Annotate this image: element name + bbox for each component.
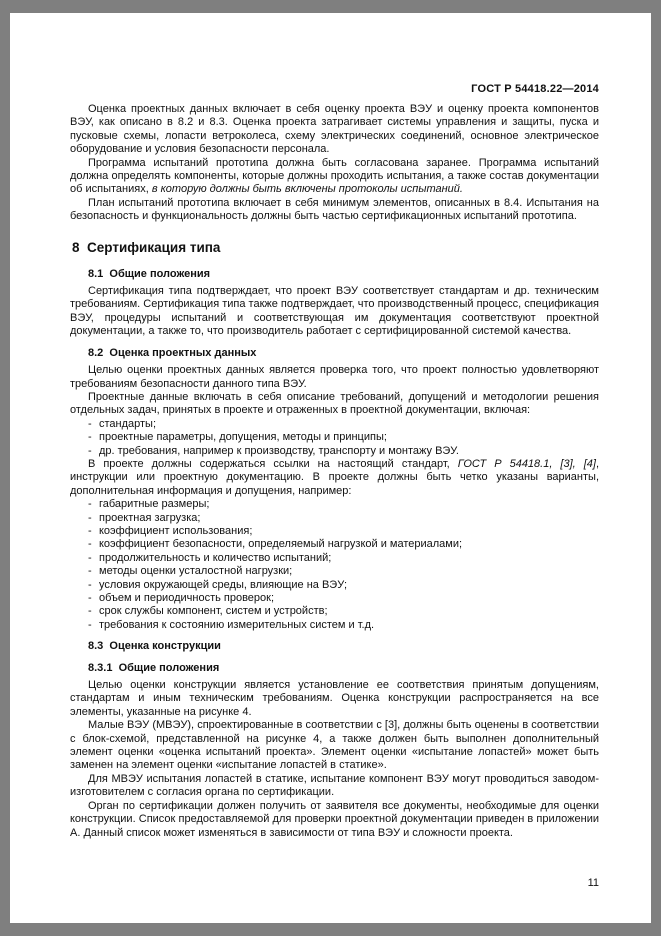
list-item: [70, 445, 599, 458]
list-dash: -: [88, 431, 92, 444]
list-item-text: проектные параметры, допущения, методы и принципы;: [99, 431, 387, 444]
list-item: [70, 579, 599, 592]
list-item: [70, 592, 599, 605]
list-dash: -: [88, 618, 92, 631]
paragraph-text: Программа испытаний прототипа должна быть согласована заранее. Программа испытаний должна определять компоненты, которые должны проходить испытания, а также состав документации об испытаниях,: [70, 156, 599, 196]
section-heading: 8 Сертификация типа: [72, 239, 221, 255]
paragraph: Проектные данные включать в себя описание требований, допущений и методологии решения отдельных задач, принятых в проекте и отраженных в проектной документации, включая:: [70, 390, 599, 417]
paragraph: [70, 157, 599, 197]
list-item-text: методы оценки усталостной нагрузки;: [99, 565, 293, 578]
paragraph: Оценка проектных данных включает в себя оценку проекта ВЭУ и оценку проекта компонентов ВЭУ, как описано в 8.2 и 8.3. Оценка проекта затрагивает системы управления и защиты, пуска и пусковые схемы, лопасти ветроколеса, схему электрических соединений, основное электрическое оборудование и условия безопасности персонала.: [70, 103, 599, 156]
list-item: [70, 605, 599, 618]
list-item: [70, 525, 599, 538]
paragraph-text-italic: в которую должны быть включены протоколы испытаний.: [151, 183, 463, 196]
subsection-heading: 8.1 Общие положения: [88, 267, 211, 280]
list-dash: -: [88, 444, 92, 457]
list-item-text: продолжительность и количество испытаний;: [99, 551, 332, 564]
list-dash: -: [88, 565, 92, 578]
list-item-text: проектная загрузка;: [99, 511, 201, 524]
list-dash: -: [88, 538, 92, 551]
list-item-text: габаритные размеры;: [99, 498, 210, 511]
list-item: [70, 431, 599, 444]
content-area: [70, 83, 599, 840]
subsection-heading: 8.2 Оценка проектных данных: [88, 346, 257, 359]
paragraph: Сертификация типа подтверждает, что проект ВЭУ соответствует стандартам и др. техническим требованиям. Сертификация типа также подтверждает, что производственный процесс, спецификация ВЭУ, процедуры испытаний и соответствующая им документация соответствуют проектной документации, а также то, что производитель работает с сертифицированной системой качества.: [70, 285, 599, 338]
paragraph-text: В проекте должны содержаться ссылки на настоящий стандарт,: [88, 457, 458, 470]
paragraph: Малые ВЭУ (МВЭУ), спроектированные в соответствии с [3], должны быть оценены в соответствии с блок-схемой, представленной на рисунке 4, а также должен быть выполнен дополнительный элемент оценки «оценка испытаний проекта». Элемент оценки «испытание лопастей» может быть заменен на элемент оценки «испытание лопастей в статике».: [70, 719, 599, 772]
list-item-text: коэффициент безопасности, определяемый нагрузкой и материалами;: [99, 538, 463, 551]
list-dash: -: [88, 498, 92, 511]
paragraph: Целью оценки проектных данных является проверка того, что проект полностью удовлетворяют требованиям безопасности данного типа ВЭУ.: [70, 364, 599, 390]
list-dash: -: [88, 524, 92, 537]
list-item: [70, 498, 599, 511]
list-dash: -: [88, 511, 92, 524]
list-item: [70, 512, 599, 525]
paragraph: Целью оценки конструкции является установление ее соответствия принятым допущениям, стандартам и иным техническим требованиям. Оценка конструкции распространяется на все элементы, указанные на рисунке 4.: [70, 679, 599, 718]
list-item-text: срок службы компонент, систем и устройств;: [99, 605, 328, 618]
standard-header: ГОСТ Р 54418.22—2014: [471, 83, 599, 95]
list-dash: -: [88, 551, 92, 564]
paragraph: [70, 458, 599, 498]
list-item-text: условия окружающей среды, влияющие на ВЭУ;: [99, 578, 348, 591]
paragraph-text: , инструкции или проектную документацию. В проекте должны быть четко указаны варианты, дополнительная информация и допущения, например:: [70, 457, 599, 497]
list-dash: -: [88, 417, 92, 430]
paragraph: Для МВЭУ испытания лопастей в статике, испытание компонент ВЭУ могут проводиться заводом-изготовителем с согласия органа по сертификации.: [70, 772, 599, 799]
list-dash: -: [88, 605, 92, 618]
list-dash: -: [88, 578, 92, 591]
list-item-text: коэффициент использования;: [99, 524, 253, 537]
list-item: [70, 418, 599, 431]
subsection-heading: 8.3 Оценка конструкции: [88, 640, 221, 653]
list-item-text: требования к состоянию измерительных систем и т.д.: [99, 618, 375, 631]
paragraph: Орган по сертификации должен получить от заявителя все документы, необходимые для оценки конструкции. Список предоставляемой для проверки проектной документации приведен в приложении А. Данный список может изменяться в зависимости от типа ВЭУ и сложности проекта.: [70, 799, 599, 839]
list-item: [70, 619, 599, 632]
list-item-text: др. требования, например к производству, транспорту и монтажу ВЭУ.: [99, 444, 459, 457]
list-item-text: стандарты;: [99, 417, 157, 430]
list-dash: -: [88, 592, 92, 604]
subsection-heading: 8.3.1 Общие положения: [88, 661, 220, 674]
paragraph-text-italic: ГОСТ Р 54418.1, [3], [4]: [457, 457, 596, 470]
document-page: [10, 13, 651, 923]
list-item: [70, 565, 599, 578]
list-item-text: объем и периодичность проверок;: [99, 592, 275, 604]
paragraph: План испытаний прототипа включает в себя минимум элементов, описанных в 8.4. Испытания на безопасность и функциональность должны быть частью сертификационных испытаний прототипа.: [70, 196, 599, 223]
list-item: [70, 552, 599, 565]
list-item: [70, 538, 599, 551]
page-number: 11: [587, 877, 599, 889]
